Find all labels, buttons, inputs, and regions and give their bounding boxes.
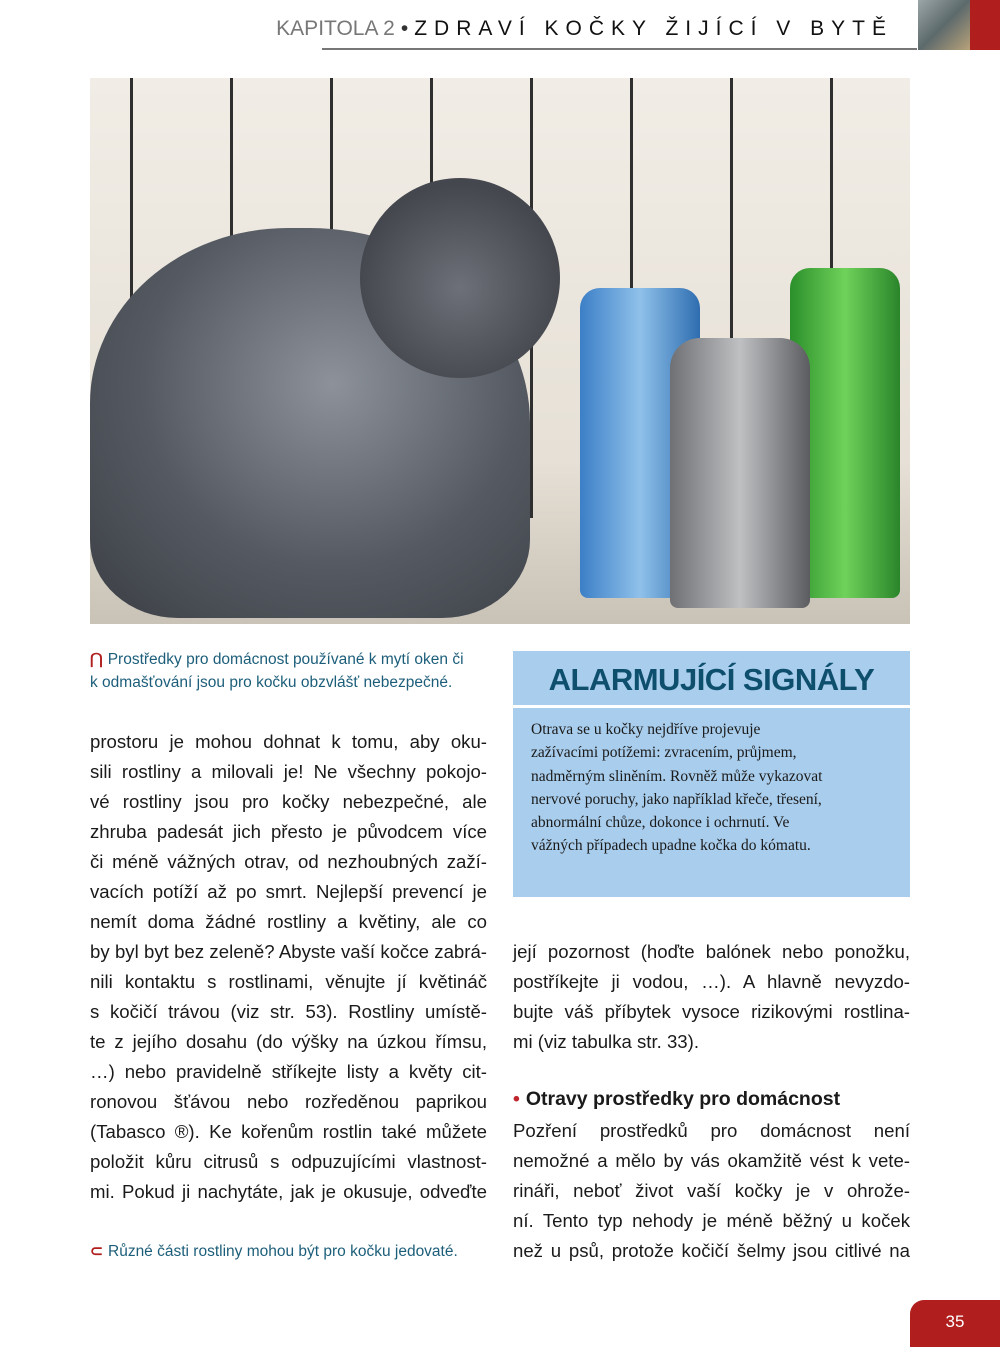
text-line: s kočičí trávou (viz str. 53). Rostliny umístě- (90, 1001, 487, 1022)
section-title: ZDRAVÍ KOČKY ŽIJÍCÍ V BYTĚ (414, 17, 893, 40)
photo-caption (90, 648, 490, 694)
text-line: sili rostliny a milovali je! Ne všechny pokojo- (90, 761, 487, 782)
text-line: vacích potíží až po smrt. Nejlepší prevencí je (90, 881, 487, 902)
cat-with-cleaning-products-photo (90, 78, 910, 624)
text-line: Otrava se u kočky nejdříve projevuje (531, 721, 761, 738)
text-line: mi (viz tabulka str. 33). (513, 1031, 699, 1052)
text-line: či méně vážných otrav, od nezhoubných zaží- (90, 851, 487, 872)
alert-signals-box (513, 651, 910, 897)
text-line: Prostředky pro domácnost používané k mytí oken či (107, 651, 464, 668)
text-line: vé rostliny jsou pro kočky nebezpečné, ale (90, 791, 487, 812)
text-line: abnormální chůze, dokonce i ochrnutí. Ve (531, 814, 790, 832)
alert-box-title: ALARMUJÍCÍ SIGNÁLY (513, 651, 910, 708)
text-line: nervové poruchy, jako například křeče, třesení, (531, 790, 822, 808)
text-line: …) nebo pravidelně stříkejte listy a květy cit- (90, 1061, 487, 1082)
alert-box-body (513, 708, 910, 868)
text-line: postříkejte ji vodou, …). A hlavně nevyzdo- (513, 971, 910, 992)
text-line: Různé části rostliny mohou být pro kočku jedovaté. (108, 1243, 458, 1260)
text-line: nadměrným sliněním. Rovněž může vykazovat (531, 767, 823, 785)
text-line: bujte váš příbytek vysoce rizikovými rostlina- (513, 1001, 910, 1022)
text-line: položit kůru citrusů s odpuzujícími vlastnost- (90, 1151, 487, 1172)
bullet-icon: • (513, 1088, 520, 1110)
right-body-text-2 (513, 1116, 910, 1266)
caption-arrow-left-icon: ⊂ (90, 1243, 103, 1260)
text-line: nemít doma žádné rostliny a květiny, ale co (90, 911, 487, 932)
text-line: nemožné a mělo by vás okamžitě vést k vete- (513, 1150, 910, 1171)
text-line: te z jejího dosahu (do výšky na úzkou římsu, (90, 1031, 487, 1052)
text-line: její pozornost (hoďte balónek nebo ponožku, (513, 941, 910, 962)
text-line: k odmašťování jsou pro kočku obzvlášť nebezpečné. (90, 674, 453, 691)
header-cat-thumbnail (918, 0, 970, 50)
subheading (513, 1088, 840, 1111)
text-line: (Tabasco ®). Ke kořenům rostlin také můžete (90, 1121, 487, 1142)
plants-caption (90, 1240, 458, 1263)
running-header (276, 0, 917, 50)
text-line: zažívacími potížemi: zvracením, průjmem, (531, 744, 797, 762)
text-line: nili kontaktu s rostlinami, věnujte jí květináč (90, 971, 487, 992)
text-line: mi. Pokud ji nachytáte, jak je okusuje, odveďte (90, 1181, 487, 1202)
text-line: rináři, neboť život vaší kočky je v ohrože- (513, 1180, 910, 1201)
caption-arrow-up-icon: ⋂ (90, 651, 103, 668)
text-line: ní. Tento typ nehody je méně běžný u koček (513, 1210, 910, 1231)
page-number: 35 (910, 1300, 1000, 1347)
text-line: by byl byt bez zeleně? Abyste vaší kočce zabrá- (90, 941, 487, 962)
text-line: prostoru je mohou dohnat k tomu, aby oku- (90, 731, 487, 752)
text-line: Otravy prostředky pro domácnost (525, 1088, 841, 1110)
right-body-text (513, 937, 910, 1057)
chapter-tab (970, 0, 1000, 50)
text-line: zhruba padesát jich přesto je původcem více (90, 821, 487, 842)
text-line: ronovou šťávou nebo rozředěnou paprikou (90, 1091, 487, 1112)
header-separator: • (400, 17, 409, 40)
chapter-label: KAPITOLA 2 (276, 17, 395, 40)
text-line: vážných případech upadne kočka do kómatu. (531, 837, 811, 855)
left-body-text (90, 727, 487, 1207)
text-line: než u psů, protože kočičí šelmy jsou citlivé na (513, 1240, 910, 1261)
text-line: Pozření prostředků pro domácnost není (513, 1120, 910, 1141)
